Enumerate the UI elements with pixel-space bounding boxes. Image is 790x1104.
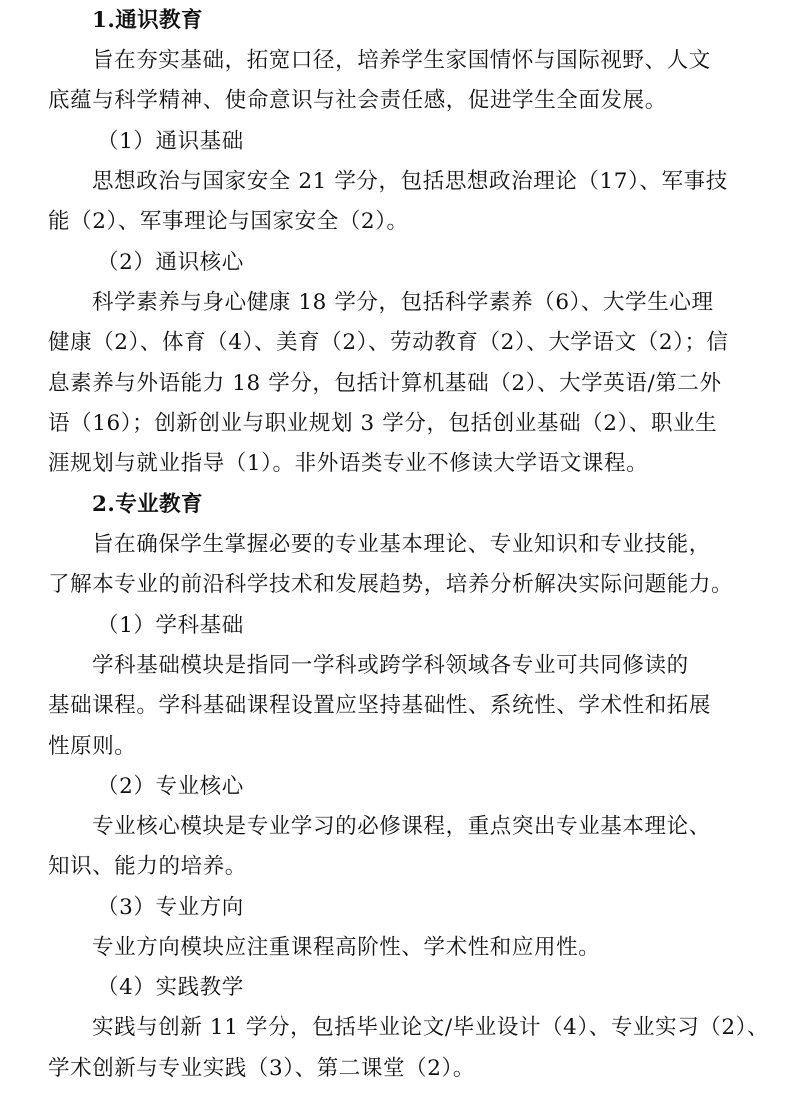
paragraph-line: 性原则。: [48, 734, 137, 759]
paragraph-line: 了解本专业的前沿科学技术和发展趋势，培养分析解决实际问题能力。: [48, 572, 734, 597]
section-heading-general-education: 1.通识教育: [92, 8, 203, 33]
subsection-title: （3）专业方向: [97, 895, 244, 920]
paragraph-line: 专业核心模块是专业学习的必修课程，重点突出专业基本理论、: [92, 814, 711, 839]
subsection-title: （1）通识基础: [97, 129, 244, 154]
paragraph-line: 涯规划与就业指导（1）。非外语类专业不修读大学语文课程。: [48, 451, 649, 476]
paragraph-line: 科学素养与身心健康 18 学分，包括科学素养（6）、大学生心理: [92, 290, 714, 315]
paragraph-line: 息素养与外语能力 18 学分，包括计算机基础（2）、大学英语/第二外: [48, 371, 722, 396]
paragraph-line: 学术创新与专业实践（3）、第二课堂（2）。: [48, 1056, 475, 1081]
paragraph-line: 实践与创新 11 学分，包括毕业论文/毕业设计（4）、专业实习（2）、: [92, 1015, 770, 1040]
paragraph-line: 能（2）、军事理论与国家安全（2）。: [48, 209, 409, 234]
subsection-title: （2）通识核心: [97, 250, 244, 275]
paragraph-line: 专业方向模块应注重课程高阶性、学术性和应用性。: [92, 935, 601, 960]
section-heading-professional-education: 2.专业教育: [92, 492, 203, 517]
paragraph-line: 旨在确保学生掌握必要的专业基本理论、专业知识和专业技能，: [92, 532, 711, 557]
paragraph-line: 学科基础模块是指同一学科或跨学科领域各专业可共同修读的: [92, 653, 689, 678]
paragraph-line: 知识、能力的培养。: [48, 854, 247, 879]
paragraph-line: 思想政治与国家安全 21 学分，包括思想政治理论（17）、军事技: [92, 169, 728, 194]
paragraph-line: 基础课程。学科基础课程设置应坚持基础性、系统性、学术性和拓展: [48, 693, 712, 718]
paragraph-line: 底蕴与科学精神、使命意识与社会责任感，促进学生全面发展。: [48, 88, 667, 113]
paragraph-line: 旨在夯实基础，拓宽口径，培养学生家国情怀与国际视野、人文: [92, 48, 711, 73]
subsection-title: （4）实践教学: [97, 975, 244, 1000]
paragraph-line: 语（16）；创新创业与职业规划 3 学分，包括创业基础（2）、职业生: [48, 411, 718, 436]
subsection-title: （1）学科基础: [97, 613, 244, 638]
paragraph-line: 健康（2）、体育（4）、美育（2）、劳动教育（2）、大学语文（2）；信: [48, 330, 729, 355]
subsection-title: （2）专业核心: [97, 774, 244, 799]
